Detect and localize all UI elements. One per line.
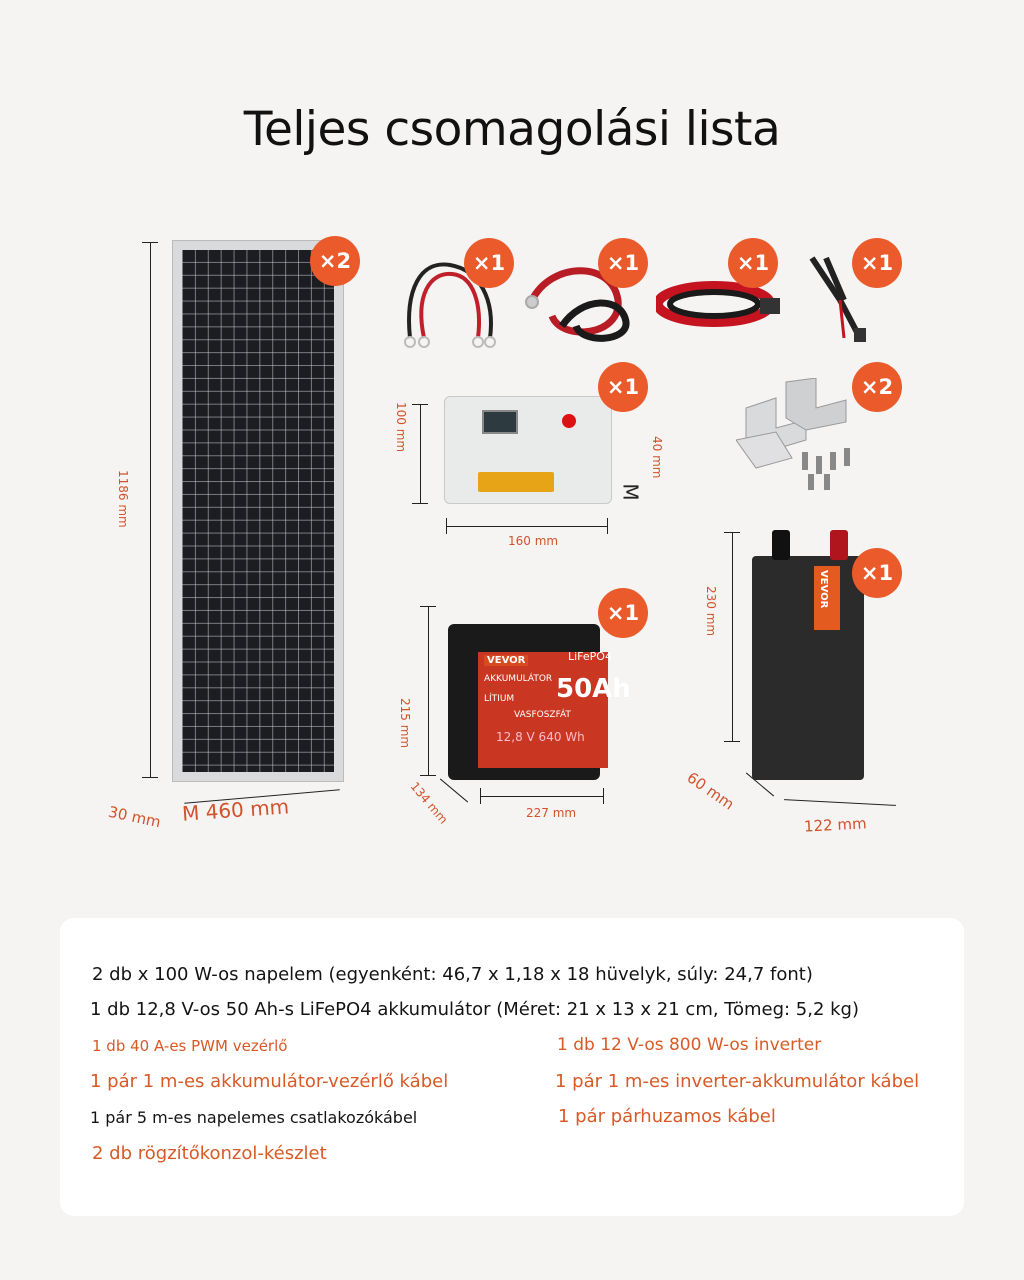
- battery-brand: VEVOR: [484, 655, 528, 666]
- panel-quantity-badge: ×2: [310, 236, 360, 286]
- controller-quantity-badge: ×1: [598, 362, 648, 412]
- inverter-terminal-red: [830, 530, 848, 560]
- cable3-quantity-badge: ×1: [728, 238, 778, 288]
- controller-led: [562, 414, 576, 428]
- panel-depth-label: 30 mm: [106, 802, 163, 832]
- battery-capacity: 50Ah: [556, 674, 631, 704]
- list-item: 1 db 40 A-es PWM vezérlő: [92, 1037, 288, 1055]
- solar-panel-image: [172, 240, 344, 782]
- list-item: 1 pár 5 m-es napelemes csatlakozókábel: [90, 1108, 418, 1127]
- controller-depth-label: 40 mm: [650, 436, 664, 479]
- list-item: 1 db 12 V-os 800 W-os inverter: [557, 1035, 822, 1055]
- battery-text-line2: LÍTIUM: [484, 694, 515, 704]
- inverter-height-label: 230 mm: [704, 586, 718, 637]
- page-title: Teljes csomagolási lista: [243, 102, 781, 157]
- cable1-quantity-badge: ×1: [464, 238, 514, 288]
- cable2-quantity-badge: ×1: [598, 238, 648, 288]
- battery-spec: 12,8 V 640 Wh: [496, 730, 585, 744]
- inverter-terminal-black: [772, 530, 790, 560]
- controller-width-label: 160 mm: [508, 534, 559, 548]
- inverter-image: [752, 556, 864, 780]
- battery-text-line1: AKKUMULÁTOR: [484, 674, 553, 684]
- inverter-width-label: 122 mm: [803, 814, 868, 836]
- list-item: 2 db rögzítőkonzol-készlet: [92, 1143, 327, 1164]
- panel-width-label: M 460 mm: [181, 794, 290, 826]
- controller-height-label: 100 mm: [394, 402, 408, 453]
- list-item: 1 pár párhuzamos kábel: [558, 1106, 776, 1127]
- battery-height-label: 215 mm: [398, 698, 412, 749]
- brackets-quantity-badge: ×2: [852, 362, 902, 412]
- battery-text-line3: VASFOSZFÁT: [514, 710, 571, 720]
- controller-display: [482, 410, 518, 434]
- battery-depth-label: 134 mm: [407, 779, 451, 827]
- list-item: 2 db x 100 W-os napelem (egyenként: 46,7 x 1,18 x 18 hüvelyk, súly: 24,7 font): [92, 964, 813, 985]
- inverter-quantity-badge: ×1: [852, 548, 902, 598]
- controller-terminals: [478, 472, 554, 492]
- packing-list-box: [60, 918, 964, 1216]
- battery-width-label: 227 mm: [526, 806, 577, 820]
- inverter-brand: VEVOR: [818, 570, 829, 609]
- list-item: 1 db 12,8 V-os 50 Ah-s LiFePO4 akkumulátor (Méret: 21 x 13 x 21 cm, Tömeg: 5,2 kg): [90, 999, 859, 1020]
- list-item: 1 pár 1 m-es akkumulátor-vezérlő kábel: [90, 1071, 449, 1092]
- cable4-quantity-badge: ×1: [852, 238, 902, 288]
- controller-depth-mark: M: [618, 483, 643, 501]
- battery-quantity-badge: ×1: [598, 588, 648, 638]
- mounting-bracket-image: [736, 378, 864, 494]
- list-item: 1 pár 1 m-es inverter-akkumulátor kábel: [555, 1071, 920, 1092]
- battery-chemistry: LiFePO4: [568, 650, 612, 663]
- panel-height-label: 1186 mm: [116, 470, 130, 528]
- inverter-depth-label: 60 mm: [683, 768, 738, 814]
